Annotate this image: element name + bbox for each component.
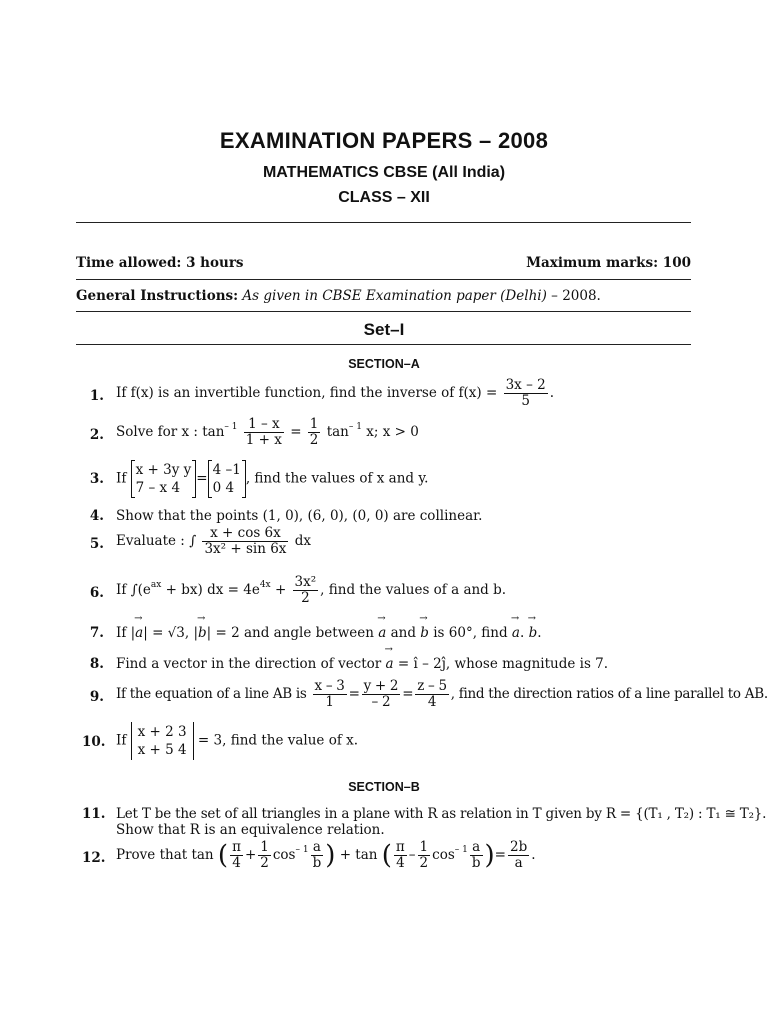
question-number: 11.: [82, 806, 106, 822]
instructions-label: General Instructions:: [76, 288, 239, 304]
question-number: 12.: [82, 850, 106, 866]
question-number: 2.: [89, 427, 104, 443]
vector-b: → b: [198, 625, 207, 641]
question-number: 3.: [89, 471, 104, 487]
instructions-year: – 2008.: [551, 288, 601, 304]
maximum-marks: Maximum marks: 100: [526, 255, 691, 271]
vector-a: → a: [386, 656, 394, 672]
set-rule-bottom: [76, 344, 691, 345]
set-title: Set–I: [363, 320, 405, 339]
header-rule: [76, 222, 691, 223]
question-number: 5.: [89, 536, 104, 552]
instructions-text: As given in CBSE Examination paper (Delhi): [242, 288, 547, 304]
matrix-left: x + 3y y 7 – x 4: [131, 460, 197, 498]
question-number: 4.: [89, 508, 104, 524]
exam-meta: [76, 255, 691, 271]
question-number: 10.: [82, 734, 106, 750]
vector-a: → a: [135, 625, 143, 641]
fraction: $\frac{1 - x}{1 + x}$: [245, 416, 282, 448]
fraction: $\frac{x + \cos 6x}{\text{3x² + sin 6x}}$: [204, 525, 287, 557]
question-number: 7.: [89, 625, 104, 641]
meta-rule: [76, 279, 691, 280]
question-text: If f(x) is an invertible function, find the inverse of f(x) =: [116, 385, 498, 401]
time-allowed: Time allowed: 3 hours: [76, 255, 244, 271]
question-text-line2: Show that R is an equivalence relation.: [116, 822, 385, 838]
subject-title: MATHEMATICS CBSE (All India): [262, 164, 506, 181]
fraction: $\frac{\text{3x²}}{2}$: [294, 574, 317, 606]
general-instructions: [76, 288, 691, 304]
set-rule-top: [76, 311, 691, 312]
class-title: CLASS – XII: [338, 189, 430, 206]
determinant: x + 2 3 x + 5 4: [131, 722, 194, 760]
question-number: 1.: [89, 388, 104, 404]
section-a-heading: SECTION–A: [348, 357, 420, 371]
section-b-heading: SECTION–B: [348, 780, 420, 794]
matrix-right: 4 –1 0 4: [208, 460, 246, 498]
question-number: 8.: [89, 656, 104, 672]
fraction: $\frac{3x - 2}{5}$: [505, 377, 546, 409]
page-title: EXAMINATION PAPERS – 2008: [219, 128, 549, 153]
question-text: Let T be the set of all triangles in a plane with R as relation in T given by R = {(T₁ , T₂) : T₁ ≅ T₂}.: [116, 806, 767, 822]
question-number: 9.: [89, 689, 104, 705]
question-text: Show that the points (1, 0), (6, 0), (0, 0) are collinear.: [116, 508, 483, 524]
question-number: 6.: [89, 585, 104, 601]
fraction: $\frac{1}{2}$: [309, 416, 319, 448]
